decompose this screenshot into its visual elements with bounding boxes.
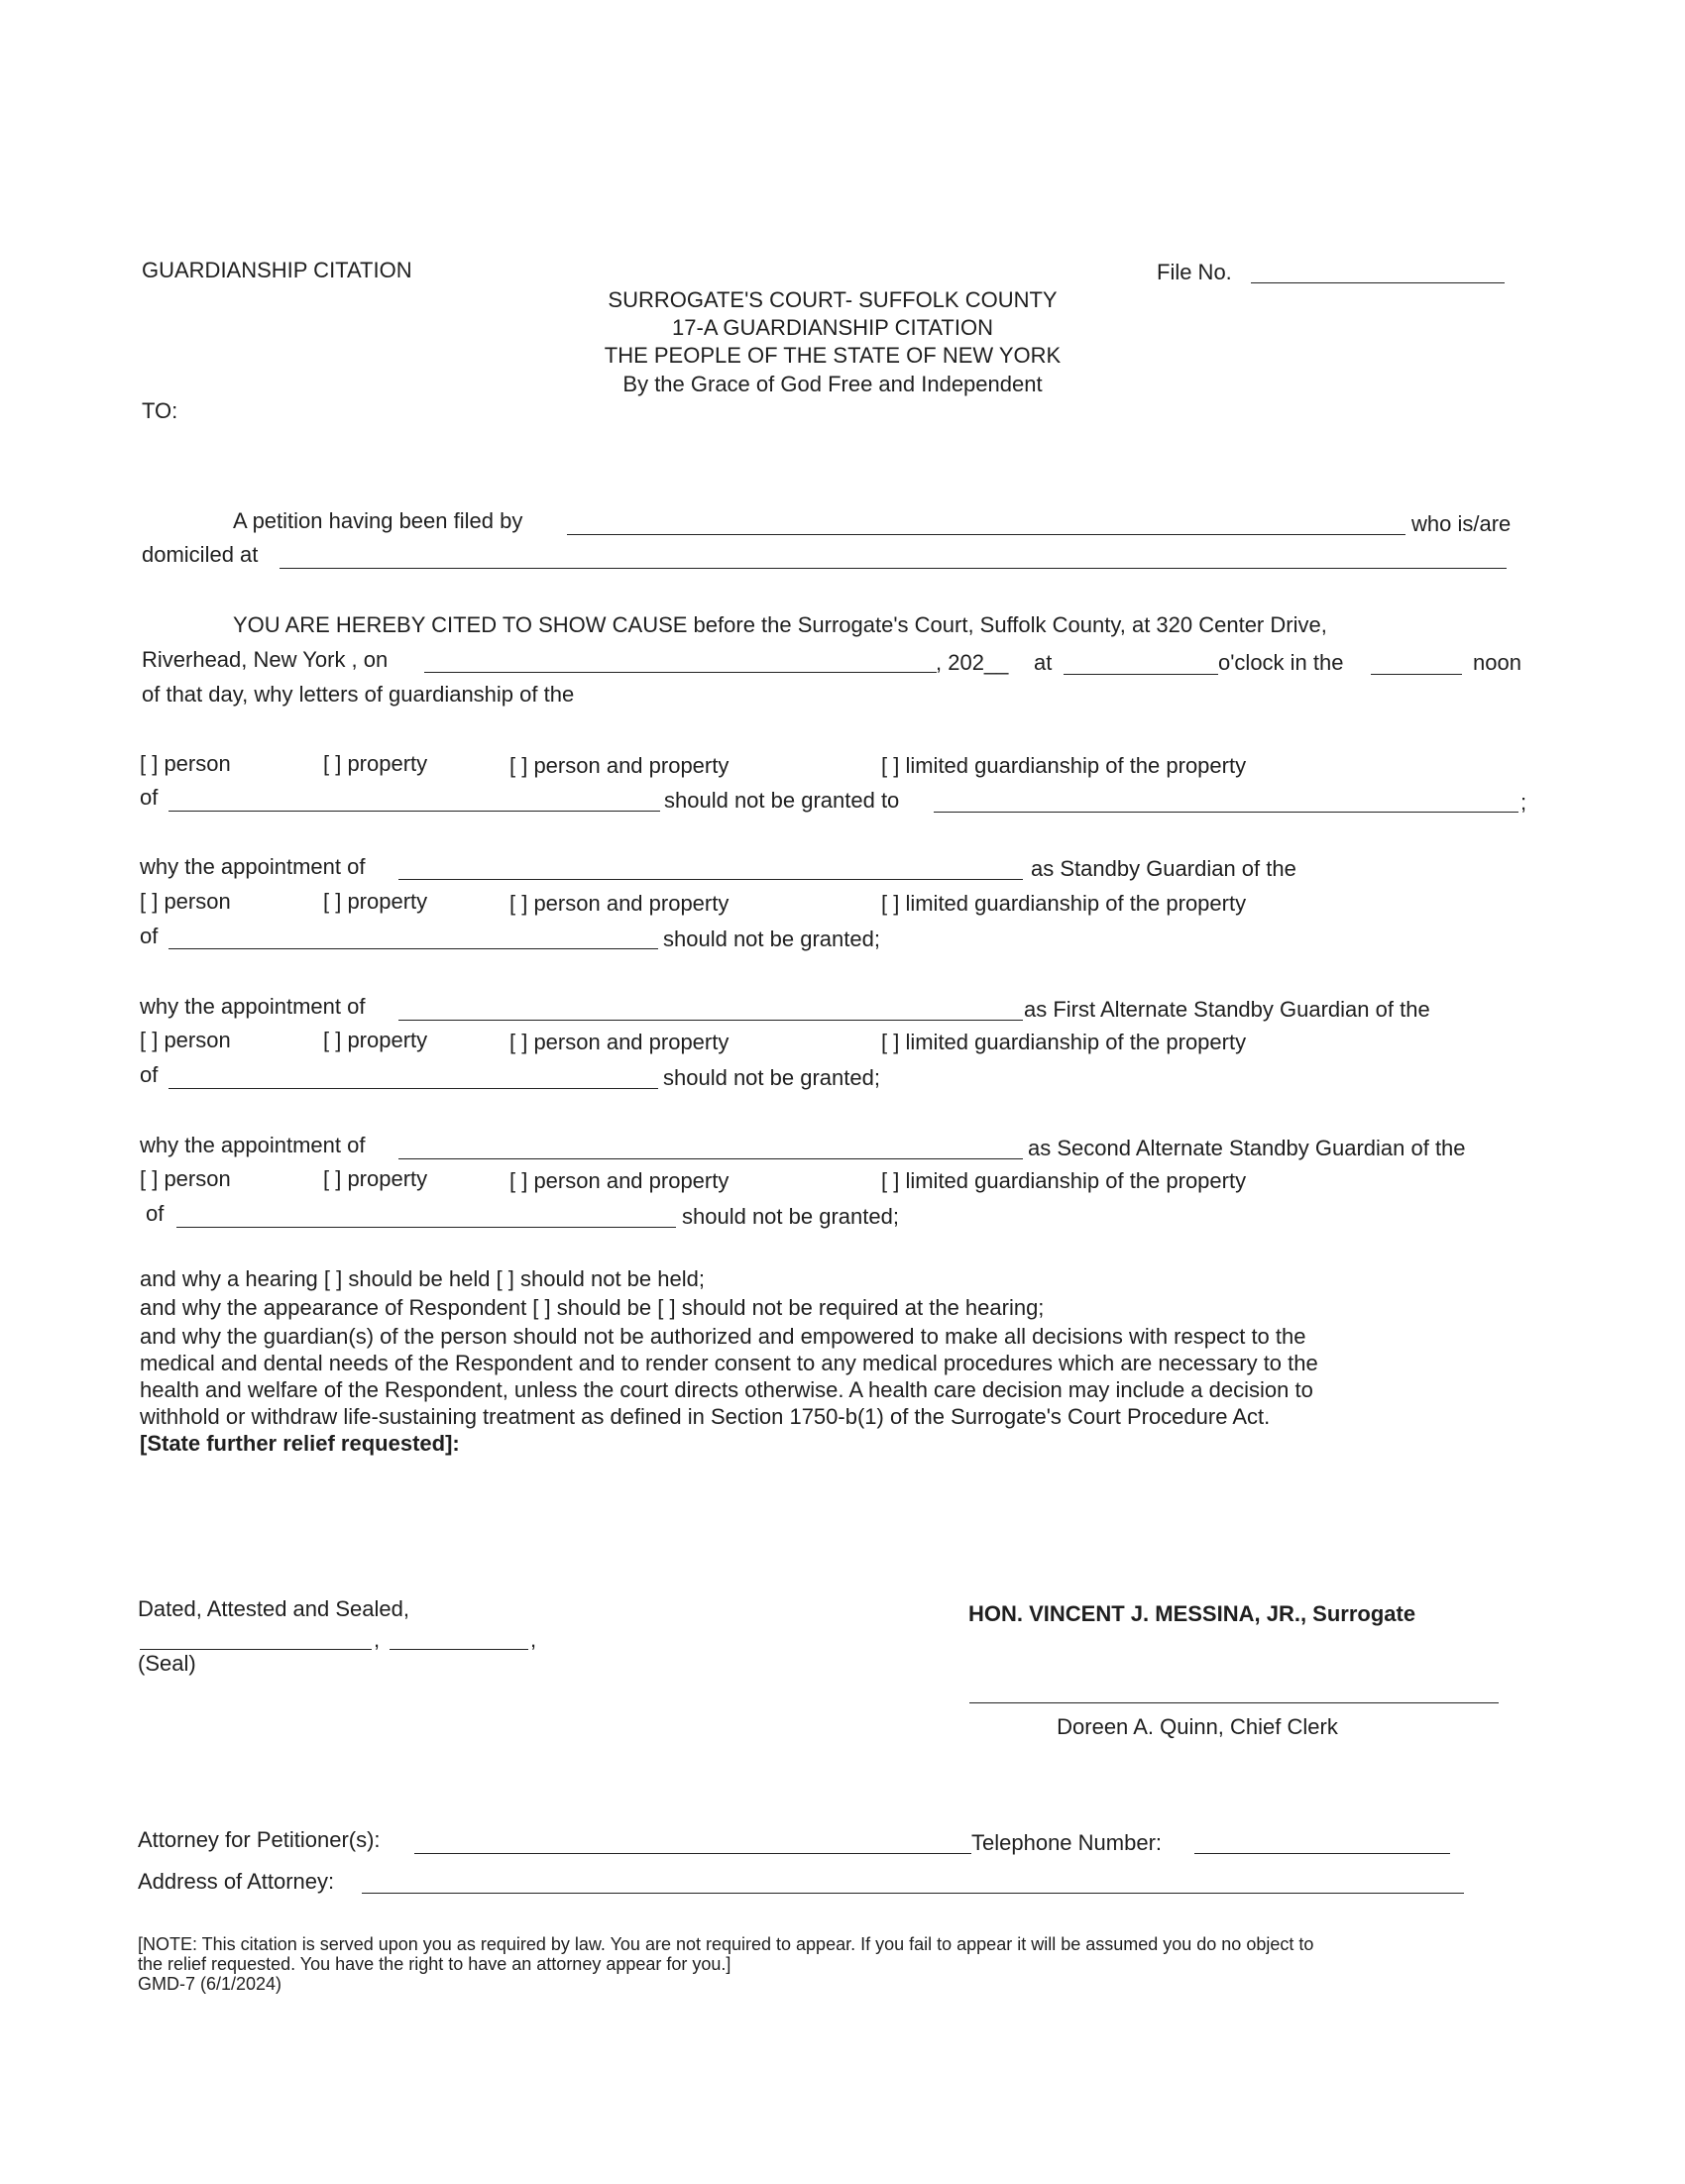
citation-type: 17-A GUARDIANSHIP CITATION [672,315,993,340]
checkbox-person[interactable]: [ ] person [140,751,231,776]
checkbox-person[interactable]: [ ] person [140,889,231,914]
clerk-name: Doreen A. Quinn, Chief Clerk [1057,1714,1338,1739]
grace-line: By the Grace of God Free and Independent [622,372,1043,396]
second-alternate-field[interactable] [398,1158,1023,1159]
comma-2: , [530,1627,537,1652]
checkbox-property[interactable]: [ ] property [323,889,428,914]
checkbox-person[interactable]: [ ] person [140,1028,231,1052]
checkbox-limited[interactable]: [ ] limited guardianship of the property [881,1168,1247,1193]
cited-line-3: of that day, why letters of guardianship of the [142,682,575,707]
first-alternate-field[interactable] [398,1020,1023,1021]
respondent-name-field[interactable] [168,811,660,812]
hearing-line-2: and why the appearance of Respondent [ ] should be [ ] should not be required at the hearing; [140,1295,1045,1320]
checkbox-limited[interactable]: [ ] limited guardianship of the property [881,753,1247,778]
cited-at: at [1034,650,1053,675]
form-id: GMD-7 (6/1/2024) [138,1974,282,1994]
checkbox-person-and-property[interactable]: [ ] person and property [509,1168,730,1193]
people-line: THE PEOPLE OF THE STATE OF NEW YORK [604,343,1062,368]
of-label: of [140,1062,159,1087]
standby-guardian-field[interactable] [398,879,1023,880]
why-appointment: why the appointment of [140,994,366,1019]
respondent-name-field[interactable] [176,1227,676,1228]
checkbox-property[interactable]: [ ] property [323,1028,428,1052]
first-alternate-role: as First Alternate Standby Guardian of the [1024,997,1430,1022]
file-no-label: File No. [1157,260,1232,284]
second-alternate-role: as Second Alternate Standby Guardian of the [1028,1136,1466,1160]
note-line-1: [NOTE: This citation is served upon you as required by law. You are not required to appear. If you fail to appear it will be assumed you do no object to [138,1934,1314,1954]
address-field[interactable] [362,1893,1464,1894]
not-granted: should not be granted; [663,927,880,951]
hearing-line-4: medical and dental needs of the Respondent and to render consent to any medical procedures which are necessary to the [140,1351,1318,1375]
attorney-field[interactable] [414,1853,971,1854]
checkbox-limited[interactable]: [ ] limited guardianship of the property [881,891,1247,916]
year-field[interactable] [390,1649,528,1650]
domiciled-at: domiciled at [142,542,259,567]
standby-role: as Standby Guardian of the [1031,856,1296,881]
respondent-name-field[interactable] [168,948,658,949]
who-is-are: who is/are [1411,511,1512,536]
date-field[interactable] [140,1649,372,1650]
form-type: GUARDIANSHIP CITATION [142,258,412,282]
to-label: TO: [142,398,178,423]
not-granted-to: should not be granted to [664,788,900,813]
attorney-label: Attorney for Petitioner(s): [138,1827,381,1852]
why-appointment: why the appointment of [140,1133,366,1157]
note-line-2: the relief requested. You have the right to have an attorney appear for you.] [138,1954,731,1974]
file-no-field[interactable] [1251,282,1505,283]
cited-line-1: YOU ARE HEREBY CITED TO SHOW CAUSE before the Surrogate's Court, Suffolk County, at 320 Center Drive, [233,612,1327,637]
checkbox-limited[interactable]: [ ] limited guardianship of the property [881,1030,1247,1054]
semicolon: ; [1520,790,1527,815]
domicile-field[interactable] [280,568,1507,569]
of-label: of [140,924,159,948]
seal-label: (Seal) [138,1651,196,1676]
cited-oclock: o'clock in the [1218,650,1344,675]
checkbox-person-and-property[interactable]: [ ] person and property [509,753,730,778]
petitioner-name-field[interactable] [567,534,1405,535]
cited-noon: noon [1473,650,1521,675]
hearing-line-1: and why a hearing [ ] should be held [ ] should not be held; [140,1266,705,1291]
checkbox-property[interactable]: [ ] property [323,1166,428,1191]
cited-year: , 202__ [936,650,1009,675]
telephone-label: Telephone Number: [971,1830,1163,1855]
checkbox-property[interactable]: [ ] property [323,751,428,776]
hearing-line-5: health and welfare of the Respondent, unless the court directs otherwise. A health care decision may include a decision to [140,1377,1313,1402]
hearing-noon-field[interactable] [1371,674,1462,675]
respondent-name-field[interactable] [168,1088,658,1089]
address-label: Address of Attorney: [138,1869,335,1894]
cited-riverhead: Riverhead, New York , on [142,647,389,672]
hearing-line-3: and why the guardian(s) of the person should not be authorized and empowered to make all decisions with respect to the [140,1324,1306,1349]
of-label: of [140,785,159,810]
checkbox-person-and-property[interactable]: [ ] person and property [509,891,730,916]
hearing-line-6: withhold or withdraw life-sustaining treatment as defined in Section 1750-b(1) of the Surrogate's Court Procedure Act. [140,1404,1271,1429]
of-label: of [146,1201,165,1226]
judge-name: HON. VINCENT J. MESSINA, JR., Surrogate [968,1601,1416,1626]
telephone-field[interactable] [1194,1853,1450,1854]
hearing-time-field[interactable] [1064,674,1218,675]
checkbox-person-and-property[interactable]: [ ] person and property [509,1030,730,1054]
further-relief: [State further relief requested]: [140,1431,460,1456]
guardian-name-field[interactable] [934,812,1518,813]
why-appointment: why the appointment of [140,854,366,879]
clerk-signature-line[interactable] [969,1702,1499,1703]
not-granted: should not be granted; [663,1065,880,1090]
petition-filed-by: A petition having been filed by [233,508,523,533]
hearing-date-field[interactable] [424,672,937,673]
comma-1: , [374,1627,381,1652]
dated-attested: Dated, Attested and Sealed, [138,1596,409,1621]
court-name: SURROGATE'S COURT- SUFFOLK COUNTY [608,287,1058,312]
not-granted: should not be granted; [682,1204,899,1229]
checkbox-person[interactable]: [ ] person [140,1166,231,1191]
